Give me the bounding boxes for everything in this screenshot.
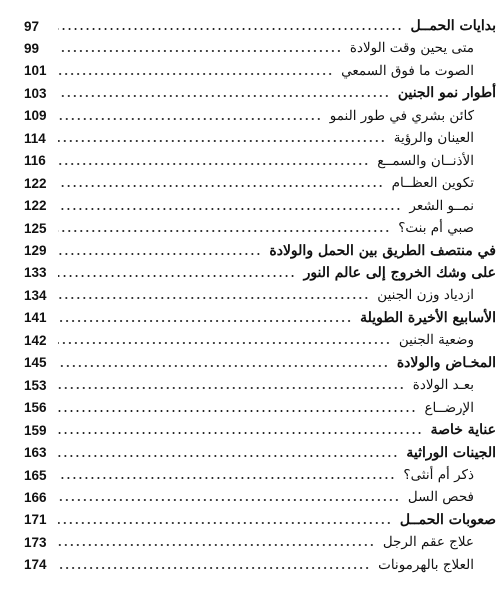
toc-chapter-row [24, 81, 496, 105]
toc-entry-title: فحص السل [404, 489, 474, 505]
toc-entry-title: الأذنــان والسمــع [373, 153, 474, 169]
toc-chapter-row [24, 306, 496, 330]
toc-section-row [24, 485, 496, 509]
toc-entry-title: في منتصف الطريق بين الحمل والولادة [265, 243, 496, 259]
toc-entry-title: بدايات الحمــل [407, 18, 496, 34]
toc-entry-title: عناية خاصة [427, 422, 496, 438]
toc-entry-title: على وشك الخروج إلى عالم النور [300, 265, 496, 281]
toc-section-row [24, 328, 496, 352]
toc-page-number: 125 [24, 220, 47, 236]
toc-page-number: 116 [24, 153, 46, 169]
toc-page-number: 129 [24, 243, 47, 258]
toc-entry-title: تكوين العظــام [388, 175, 474, 191]
toc-entry-title: الصوت ما فوق السمعي [337, 63, 474, 79]
toc-page-number: 122 [24, 175, 47, 191]
dot-leader [58, 163, 369, 165]
toc-section-row [24, 126, 496, 150]
dot-leader [58, 432, 423, 434]
dot-leader [58, 28, 403, 30]
toc-entry-title: بعـد الولادة [409, 377, 474, 393]
toc-entry-title: متى يحين وقت الولادة [346, 40, 474, 56]
toc-section-row [24, 104, 496, 128]
toc-entry-title: صعوبات الحمــل [396, 512, 496, 528]
toc-chapter-row [24, 418, 496, 442]
toc-entry-title: المخـاض والولادة [393, 355, 496, 371]
toc-section-row [24, 36, 496, 60]
toc-page-number: 133 [24, 265, 47, 281]
toc-section-row [24, 373, 496, 397]
toc-page-number: 99 [24, 40, 40, 56]
dot-leader [58, 140, 386, 142]
toc-page-number: 122 [24, 198, 47, 214]
toc-page-number: 163 [24, 445, 47, 461]
toc-page-number: 159 [24, 422, 47, 438]
toc-chapter-row [24, 441, 496, 465]
dot-leader [58, 455, 398, 457]
dot-leader [58, 73, 333, 75]
toc-page-number: 153 [24, 377, 47, 393]
toc-page-number: 109 [24, 108, 47, 124]
dot-leader [58, 499, 400, 501]
toc-entry-title: وضعية الجنين [395, 332, 474, 348]
toc-chapter-row [24, 239, 496, 263]
dot-leader [58, 522, 392, 524]
toc-section-row [24, 553, 496, 577]
dot-leader [58, 410, 416, 412]
dot-leader [58, 544, 375, 546]
toc-section-row [24, 530, 496, 554]
toc-section-row [24, 283, 496, 307]
dot-leader [58, 185, 384, 187]
toc-chapter-row [24, 508, 496, 532]
toc-section-row [24, 171, 496, 195]
toc-page-number: 166 [24, 489, 47, 505]
toc-page-number: 156 [24, 400, 47, 416]
toc-page-number: 142 [24, 332, 47, 348]
dot-leader [58, 297, 369, 299]
toc-entry-title: ذكر أم أنثى؟ [399, 467, 474, 483]
toc-section-row [24, 216, 496, 240]
toc-section-row [24, 149, 496, 173]
toc-section-row [24, 194, 496, 218]
toc-page-number: 103 [24, 85, 47, 101]
toc-entry-title: علاج عقم الرجل [379, 534, 474, 550]
toc-page-number: 173 [24, 534, 47, 550]
dot-leader [58, 320, 352, 322]
dot-leader [58, 477, 395, 479]
dot-leader [58, 387, 405, 389]
dot-leader [58, 95, 390, 97]
toc-section-row [24, 59, 496, 83]
toc-entry-title: ازدياد وزن الجنين [373, 287, 474, 303]
toc-page-number: 97 [24, 18, 40, 34]
dot-leader [58, 50, 342, 52]
toc-entry-title: صبي أم بنت؟ [394, 220, 474, 236]
toc-entry-title: الجينات الوراثية [402, 445, 496, 461]
dot-leader [58, 275, 296, 277]
dot-leader [58, 253, 261, 255]
toc-entry-title: أطوار نمو الجنين [394, 85, 496, 101]
toc-section-row [24, 396, 496, 420]
toc-section-row [24, 463, 496, 487]
toc-page-number: 171 [24, 512, 47, 528]
toc-page-number: 174 [24, 557, 47, 573]
dot-leader [58, 365, 389, 367]
toc-page-number: 114 [24, 130, 46, 146]
toc-page-number: 101 [24, 63, 47, 79]
toc-entry-title: كائن بشري في طور النمو [326, 108, 474, 124]
dot-leader [58, 230, 390, 232]
toc-entry-title: العلاج بالهرمونات [374, 557, 474, 573]
toc-page-number: 141 [24, 310, 47, 326]
toc-entry-title: الأسابيع الأخيرة الطويلة [356, 310, 496, 326]
toc-chapter-row [24, 351, 496, 375]
dot-leader [58, 208, 401, 210]
dot-leader [58, 118, 322, 120]
toc-entry-title: الإرضــاع [420, 400, 474, 416]
toc-entry-title: نمــو الشعر [405, 198, 474, 214]
toc-entry-title: العينان والرؤية [390, 130, 474, 146]
dot-leader [58, 342, 391, 344]
toc-page-number: 165 [24, 467, 47, 483]
toc-page-number: 134 [24, 287, 47, 303]
dot-leader [58, 567, 370, 569]
toc-chapter-row [24, 261, 496, 285]
toc-page-number: 145 [24, 355, 47, 371]
toc-chapter-row [24, 14, 496, 38]
